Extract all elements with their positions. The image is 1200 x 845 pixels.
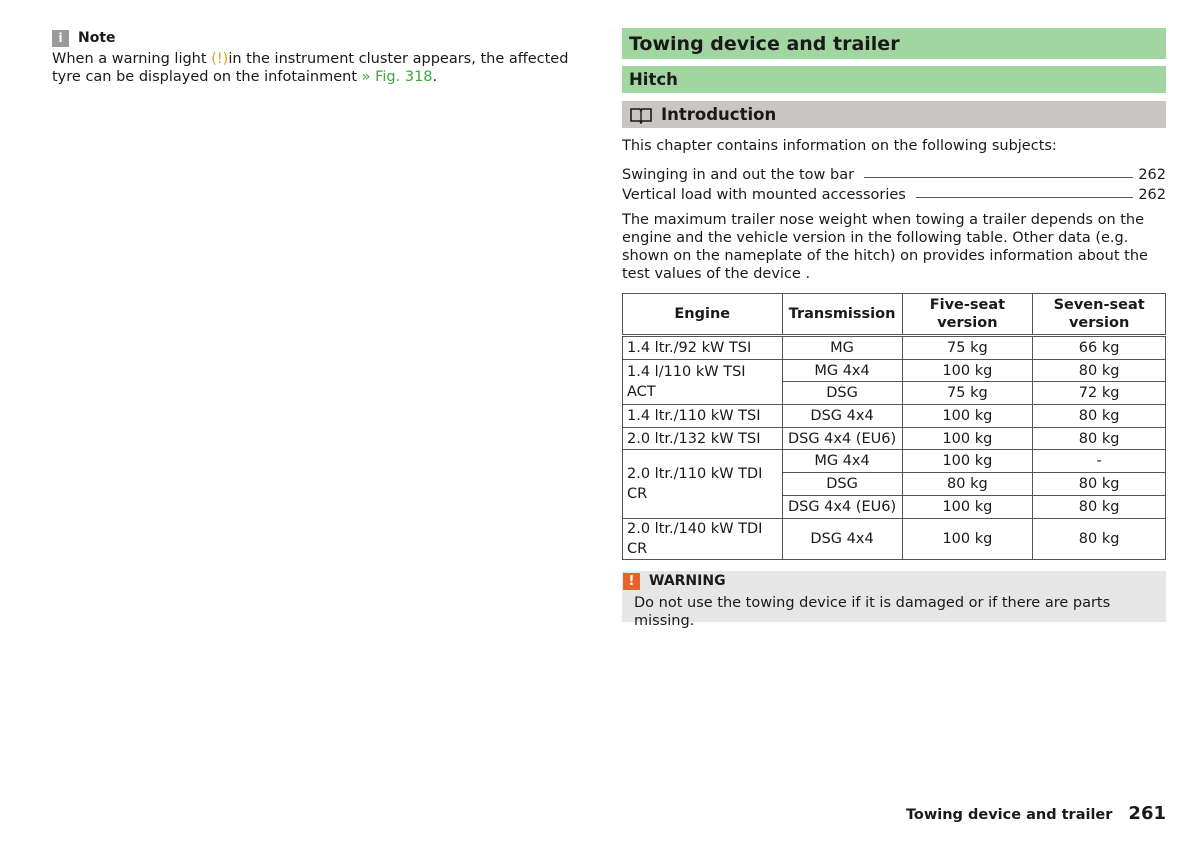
warning-icon: ! — [623, 573, 640, 590]
note-title: Note — [78, 30, 116, 46]
table-row — [623, 359, 1166, 382]
seven-seat-cell: - — [1033, 450, 1166, 473]
column-header: Engine — [623, 294, 783, 336]
seven-seat-cell: 80 kg — [1033, 495, 1166, 518]
body-paragraph: The maximum trailer nose weight when towing a trailer depends on the engine and the vehicle version in the following table. Other data (e.g. shown on the nameplate of the hitch) on provides information about the test values of the device . — [622, 212, 1148, 282]
transmission-cell: MG 4x4 — [782, 359, 902, 382]
seven-seat-cell: 72 kg — [1033, 382, 1166, 405]
warning-title: WARNING — [649, 572, 726, 589]
right-column — [622, 28, 1166, 629]
five-seat-cell: 100 kg — [902, 495, 1033, 518]
seven-seat-cell: 80 kg — [1033, 427, 1166, 450]
table-row — [623, 405, 1166, 428]
column-header: Seven-seat version — [1033, 294, 1166, 336]
seven-seat-cell: 80 kg — [1033, 518, 1166, 559]
column-header: Five-seat version — [902, 294, 1033, 336]
transmission-cell: MG — [782, 336, 902, 360]
table-row — [623, 336, 1166, 360]
introduction-label: Introduction — [661, 105, 777, 124]
engine-cell: 2.0 ltr./132 kW TSI — [623, 427, 783, 450]
seven-seat-cell: 80 kg — [1033, 359, 1166, 382]
page-number: 261 — [1128, 803, 1166, 824]
five-seat-cell: 100 kg — [902, 405, 1033, 428]
note-header — [52, 29, 116, 47]
five-seat-cell: 100 kg — [902, 359, 1033, 382]
toc-item-page: 262 — [1138, 187, 1166, 203]
toc-item[interactable] — [622, 183, 1166, 203]
engine-cell: 1.4 ltr./92 kW TSI — [623, 336, 783, 360]
book-icon — [629, 106, 653, 124]
five-seat-cell: 75 kg — [902, 382, 1033, 405]
five-seat-cell: 80 kg — [902, 473, 1033, 496]
five-seat-cell: 75 kg — [902, 336, 1033, 360]
note-text-part: When a warning light — [52, 51, 212, 67]
five-seat-cell: 100 kg — [902, 450, 1033, 473]
section-title: Towing device and trailer — [622, 28, 1166, 59]
intro-paragraph: This chapter contains information on the following subjects: — [622, 138, 1057, 154]
table-row — [623, 518, 1166, 559]
transmission-cell: DSG 4x4 — [782, 518, 902, 559]
engine-cell: 2.0 ltr./110 kW TDI CR — [623, 450, 783, 518]
info-icon: i — [52, 30, 69, 47]
table-row — [623, 450, 1166, 473]
introduction-header — [622, 101, 1166, 128]
footer-title: Towing device and trailer — [905, 807, 1113, 823]
table-of-contents — [622, 163, 1166, 203]
trailer-weight-table — [622, 293, 1166, 560]
transmission-cell: DSG 4x4 (EU6) — [782, 427, 902, 450]
note-text — [52, 50, 592, 86]
warning-box — [622, 571, 1166, 629]
tyre-warning-icon: (!) — [211, 51, 229, 67]
toc-item-label: Swinging in and out the tow bar — [622, 167, 855, 183]
toc-item[interactable] — [622, 163, 1166, 183]
toc-leader — [864, 177, 1133, 178]
figure-link[interactable]: » Fig. 318 — [361, 69, 433, 85]
toc-leader — [916, 197, 1133, 198]
engine-cell: 1.4 l/110 kW TSI ACT — [623, 359, 783, 404]
section-subtitle: Hitch — [622, 66, 1166, 93]
page-footer — [906, 803, 1166, 824]
note-text-part: in the instrument cluster appears, the affected tyre can be displayed on the infotainment — [52, 51, 569, 85]
seven-seat-cell: 80 kg — [1033, 405, 1166, 428]
toc-item-label: Vertical load with mounted accessories — [622, 187, 906, 203]
transmission-cell: DSG 4x4 — [782, 405, 902, 428]
warning-text: Do not use the towing device if it is damaged or if there are parts missing. — [634, 594, 1111, 629]
engine-cell: 2.0 ltr./140 kW TDI CR — [623, 518, 783, 559]
five-seat-cell: 100 kg — [902, 427, 1033, 450]
five-seat-cell: 100 kg — [902, 518, 1033, 559]
transmission-cell: DSG — [782, 382, 902, 405]
toc-item-page: 262 — [1138, 167, 1166, 183]
column-header: Transmission — [782, 294, 902, 336]
seven-seat-cell: 80 kg — [1033, 473, 1166, 496]
table-header-row — [623, 294, 1166, 336]
transmission-cell: DSG — [782, 473, 902, 496]
transmission-cell: DSG 4x4 (EU6) — [782, 495, 902, 518]
table-row — [623, 427, 1166, 450]
transmission-cell: MG 4x4 — [782, 450, 902, 473]
note-text-end: . — [432, 69, 438, 85]
seven-seat-cell: 66 kg — [1033, 336, 1166, 360]
engine-cell: 1.4 ltr./110 kW TSI — [623, 405, 783, 428]
